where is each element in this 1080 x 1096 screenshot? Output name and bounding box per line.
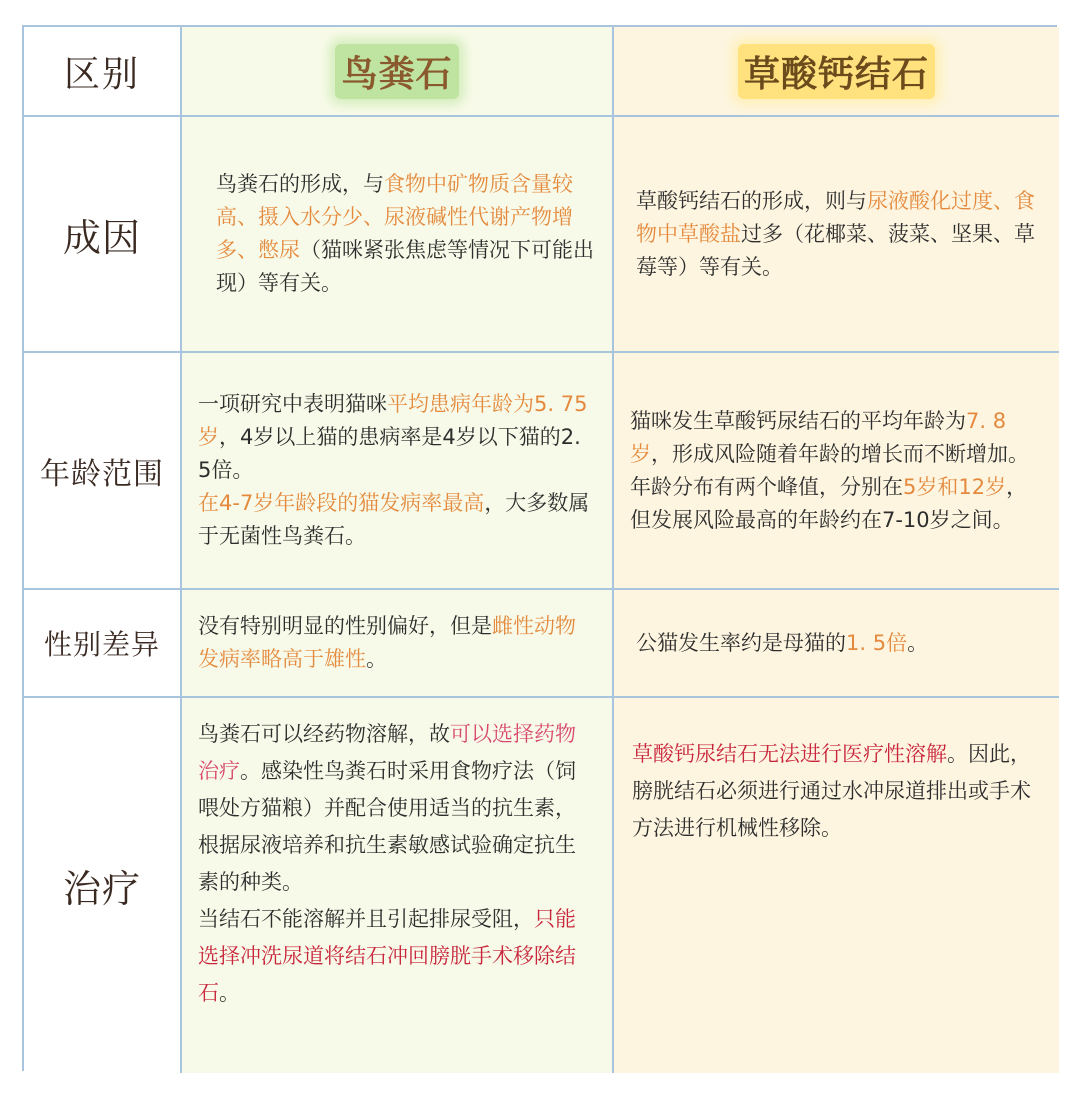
age-b-highlight-2: 5岁和12岁 bbox=[903, 474, 1007, 499]
gender-a-text-1: 没有特别明显的性别偏好，但是 bbox=[198, 614, 492, 638]
header-col-b-title: 草酸钙结石 bbox=[738, 44, 935, 99]
cell-gender-a bbox=[182, 590, 614, 698]
age-a-paragraph-1 bbox=[198, 388, 594, 487]
gender-a-text-2: 。 bbox=[366, 647, 387, 671]
treatment-a-highlight-1: 可以选择药物治疗 bbox=[198, 722, 576, 783]
age-b-text-3: 年龄分布有两个峰值，分别在 bbox=[630, 474, 903, 499]
age-b-text-4: ，但发展风险最高的年龄约在7-10岁之间。 bbox=[630, 474, 1028, 532]
cell-treatment-a bbox=[182, 698, 614, 1073]
header-col-a-title: 鸟粪石 bbox=[335, 44, 458, 99]
header-label: 区别 bbox=[63, 53, 140, 95]
treatment-a-text-2: 。感染性鸟粪石时采用食物疗法（饲喂处方猫粮）并配合使用适当的抗生素，根据尿液培养和抗生素敏感试验确定抗生素的种类。 bbox=[198, 759, 576, 894]
gender-a-paragraph bbox=[198, 610, 594, 676]
age-a-text-3: ，大多数属于无菌性鸟粪石。 bbox=[198, 491, 590, 548]
row-label-cell-cause bbox=[24, 117, 182, 353]
cell-age-a bbox=[182, 353, 614, 590]
age-a-paragraph-2 bbox=[198, 487, 594, 553]
gender-b-paragraph bbox=[636, 627, 1041, 660]
row-label-cell-gender bbox=[24, 590, 182, 698]
age-a-highlight-1: 平均患病年龄为5. 75岁 bbox=[198, 392, 588, 449]
header-col-b-cell bbox=[614, 27, 1059, 117]
treatment-a-text-4: 。 bbox=[219, 981, 240, 1005]
age-a-text-2: ，4岁以上猫的患病率是4岁以下猫的2. 5倍。 bbox=[198, 425, 581, 482]
cause-b-paragraph bbox=[636, 185, 1041, 284]
header-label-cell bbox=[24, 27, 182, 117]
gender-b-highlight-1: 1. 5倍 bbox=[846, 630, 908, 655]
cause-a-highlight-1: 食物中矿物质含量较高、摄入水分少、尿液碱性代谢产物增多、憋尿 bbox=[216, 172, 573, 262]
age-b-highlight-1: 7. 8岁 bbox=[630, 408, 1007, 466]
cell-cause-b bbox=[614, 117, 1059, 353]
cell-treatment-b bbox=[614, 698, 1059, 1073]
cell-age-b bbox=[614, 353, 1059, 590]
row-label-age: 年龄范围 bbox=[40, 456, 164, 492]
cause-b-highlight-1: 尿液酸化过度、食物中草酸盐 bbox=[636, 188, 1035, 246]
row-label-cause: 成因 bbox=[62, 215, 141, 260]
row-label-cell-treatment bbox=[24, 698, 182, 1073]
age-a-text-1: 一项研究中表明猫咪 bbox=[198, 392, 387, 416]
cause-b-text-2: 过多（花椰菜、菠菜、坚果、草莓等）等有关。 bbox=[636, 221, 1035, 279]
treatment-a-text-1: 鸟粪石可以经药物溶解，故 bbox=[198, 722, 450, 746]
header-col-a-cell bbox=[182, 27, 614, 117]
cell-cause-a bbox=[182, 117, 614, 353]
row-label-gender: 性别差异 bbox=[43, 628, 160, 661]
gender-b-text-2: 。 bbox=[907, 630, 929, 655]
age-b-text-2: ，形成风险随着年龄的增长而不断增加。 bbox=[651, 441, 1029, 466]
age-b-paragraph-1 bbox=[630, 405, 1041, 471]
treatment-a-paragraph-2 bbox=[198, 901, 594, 1012]
age-b-text-1: 猫咪发生草酸钙尿结石的平均年龄为 bbox=[630, 408, 966, 433]
cause-a-text-2: （猫咪紧张焦虑等情况下可能出现）等有关。 bbox=[216, 238, 594, 295]
gender-b-text-1: 公猫发生率约是母猫的 bbox=[636, 630, 846, 655]
comparison-table bbox=[22, 25, 1057, 1071]
treatment-a-text-3: 当结石不能溶解并且引起排尿受阻， bbox=[198, 907, 534, 931]
treatment-a-paragraph-1 bbox=[198, 716, 594, 901]
cause-b-text-1: 草酸钙结石的形成，则与 bbox=[636, 188, 867, 213]
cause-a-paragraph bbox=[216, 168, 594, 300]
row-label-cell-age bbox=[24, 353, 182, 590]
age-b-paragraph-2 bbox=[630, 471, 1041, 537]
cell-gender-b bbox=[614, 590, 1059, 698]
age-a-highlight-2: 在4-7岁年龄段的猫发病率最高 bbox=[198, 491, 485, 515]
gender-a-highlight-1: 雌性动物发病率略高于雄性 bbox=[198, 614, 576, 671]
treatment-b-highlight-1: 草酸钙尿结石无法进行医疗性溶解 bbox=[632, 742, 947, 766]
cause-a-text-1: 鸟粪石的形成，与 bbox=[216, 172, 384, 196]
treatment-b-paragraph bbox=[632, 736, 1041, 847]
treatment-a-highlight-2: 只能选择冲洗尿道将结石冲回膀胱手术移除结石 bbox=[198, 907, 576, 1005]
treatment-b-text-1: 。因此，膀胱结石必须进行通过水冲尿道排出或手术方法进行机械性移除。 bbox=[632, 742, 1031, 840]
row-label-treatment: 治疗 bbox=[62, 867, 141, 911]
